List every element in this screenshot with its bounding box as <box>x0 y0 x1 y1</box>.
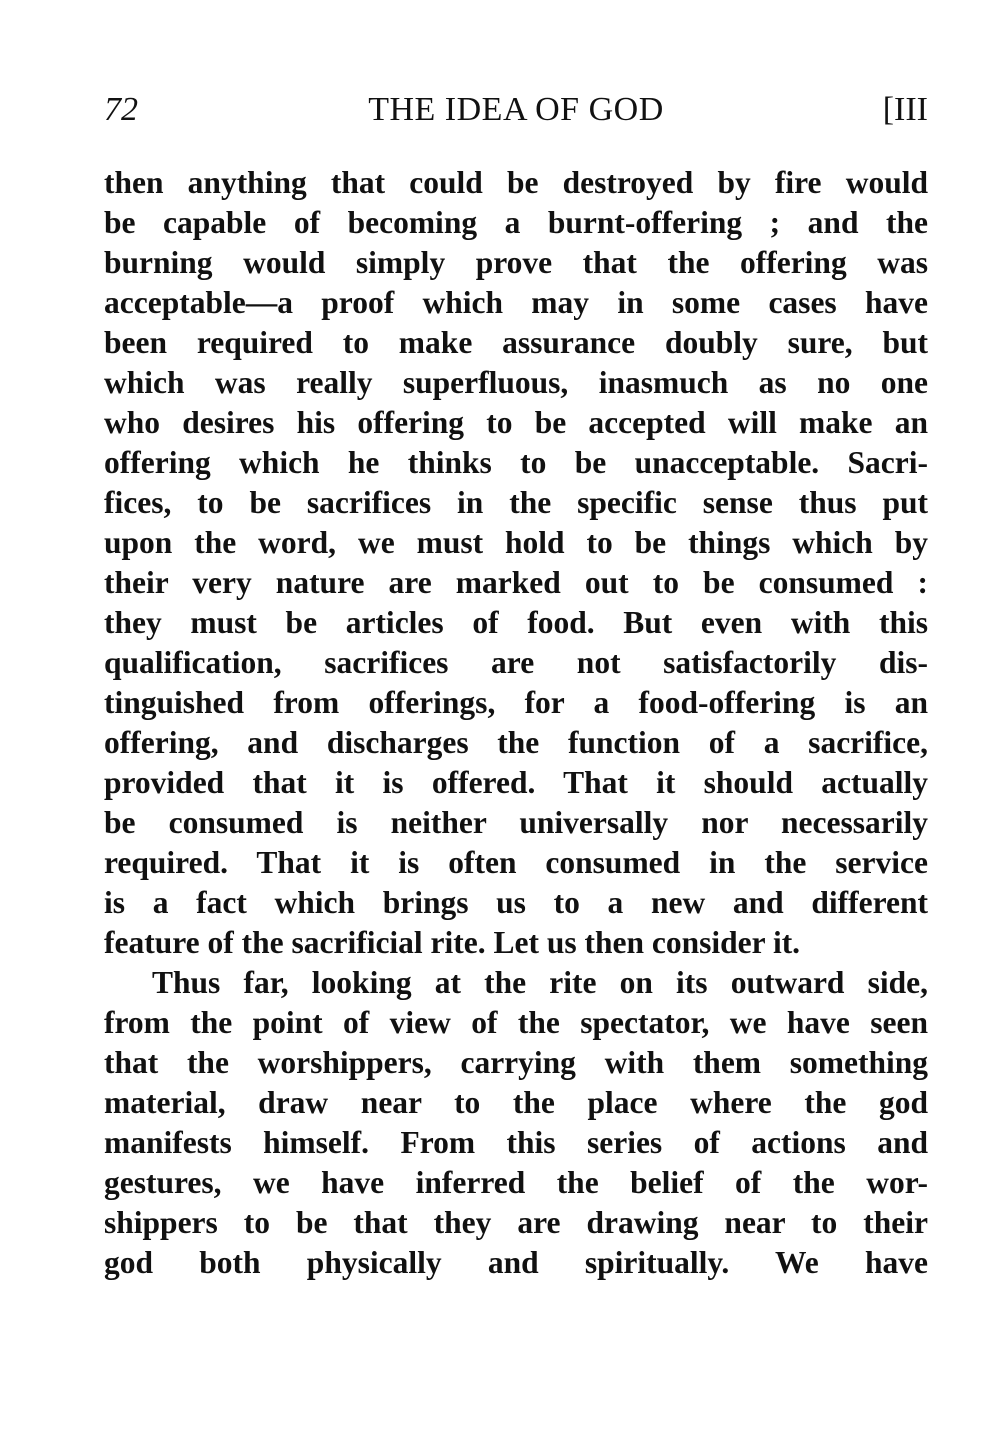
text-line: tinguished from offerings, for a food-offering is an <box>104 685 928 720</box>
text-line: offering which he thinks to be unacceptable. Sacri- <box>104 445 928 480</box>
text-line: they must be articles of food. But even with this <box>104 605 928 640</box>
text-line: their very nature are marked out to be consumed : <box>104 565 928 600</box>
text-line: acceptable—a proof which may in some cases have <box>104 285 928 320</box>
text-line: burning would simply prove that the offering was <box>104 245 928 280</box>
text-line: from the point of view of the spectator, we have seen <box>104 1005 928 1040</box>
text-line: god both physically and spiritually. We have <box>104 1245 928 1280</box>
text-line: material, draw near to the place where the god <box>104 1085 928 1120</box>
paragraph <box>104 163 928 963</box>
body-text <box>104 163 928 1283</box>
text-line: which was really superfluous, inasmuch as no one <box>104 365 928 400</box>
text-line: who desires his offering to be accepted will make an <box>104 405 928 440</box>
text-line: shippers to be that they are drawing near to their <box>104 1205 928 1240</box>
text-line: fices, to be sacrifices in the specific sense thus put <box>104 485 928 520</box>
chapter-marker: [III <box>882 91 928 128</box>
text-line: is a fact which brings us to a new and different <box>104 885 928 920</box>
text-line: be consumed is neither universally nor necessarily <box>104 805 928 840</box>
paragraph <box>104 963 928 1283</box>
page-number: 72 <box>104 91 138 128</box>
text-line: offering, and discharges the function of a sacrifice, <box>104 725 928 760</box>
text-line: be capable of becoming a burnt-offering ; and the <box>104 205 928 240</box>
text-line: then anything that could be destroyed by fire would <box>104 165 928 200</box>
text-line: manifests himself. From this series of actions and <box>104 1125 928 1160</box>
text-line: feature of the sacrificial rite. Let us then consider it. <box>104 925 801 960</box>
running-title: THE IDEA OF GOD <box>368 91 664 128</box>
text-line: provided that it is offered. That it should actually <box>104 765 928 800</box>
text-line: upon the word, we must hold to be things which by <box>104 525 928 560</box>
text-line: Thus far, looking at the rite on its outward side, <box>152 965 928 1000</box>
text-line: required. That it is often consumed in the service <box>104 845 928 880</box>
text-line: gestures, we have inferred the belief of the wor- <box>104 1165 928 1200</box>
text-line: been required to make assurance doubly sure, but <box>104 325 928 360</box>
page-header <box>104 88 928 132</box>
text-line: that the worshippers, carrying with them something <box>104 1045 928 1080</box>
text-line: qualification, sacrifices are not satisfactorily dis- <box>104 645 928 680</box>
